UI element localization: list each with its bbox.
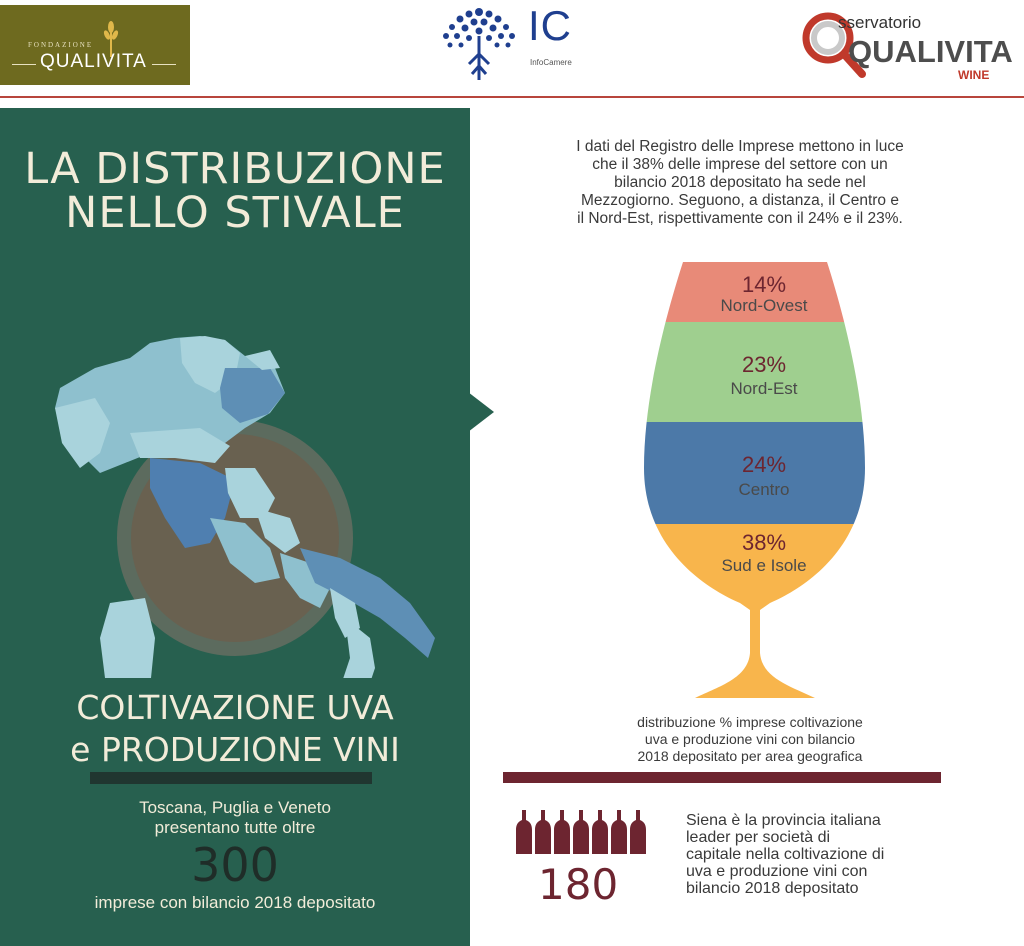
bottle-icon <box>554 810 570 854</box>
bottle-icon <box>516 810 532 854</box>
panel-big-number: 300 <box>191 838 279 892</box>
chart-pct-label: 14% <box>741 272 787 297</box>
osservatorio-qualivita-logo <box>800 8 1013 86</box>
panel-separator-bar <box>90 772 372 784</box>
infocamere-sub-text: InfoCamere <box>530 58 572 67</box>
panel-subtitle-line-1: COLTIVAZIONE UVA <box>76 688 394 727</box>
logo-qualivita-text: QUALIVITA <box>848 34 1013 69</box>
intro-line: I dati del Registro delle Imprese mettono in luce <box>576 138 904 155</box>
chart-pct-label: 23% <box>741 352 787 377</box>
intro-line: bilancio 2018 depositato ha sede nel <box>614 174 866 191</box>
intro-line: Mezzogiorno. Seguono, a distanza, il Centro e <box>581 192 899 209</box>
bottom-big-number: 180 <box>538 860 619 909</box>
infocamere-ic-text: IC <box>528 2 572 49</box>
panel-subtitle-line-2: e PRODUZIONE VINI <box>70 730 400 769</box>
panel-fact-line-1: Toscana, Puglia e Veneto <box>139 798 331 817</box>
panel-title-line-1: LA DISTRIBUZIONE <box>24 144 446 194</box>
chart-area-label: Nord-Est <box>730 379 798 398</box>
region-sardegna <box>100 598 155 678</box>
chart-area-label: Nord-Ovest <box>720 296 808 315</box>
panel-arrow <box>468 392 494 432</box>
tree-icon <box>436 2 522 86</box>
chart-area-label: Sud e Isole <box>721 556 807 575</box>
chart-area-label: Centro <box>738 480 790 499</box>
bottle-icon <box>630 810 646 854</box>
siena-text-line: leader per società di <box>686 829 831 846</box>
logo-divider <box>152 64 176 65</box>
logo-divider <box>12 64 36 65</box>
bottle-icon <box>535 810 551 854</box>
infocamere-logo <box>436 2 586 86</box>
fondazione-qualivita-logo <box>0 5 190 85</box>
chart-caption-line: 2018 depositato per area geografica <box>637 748 863 764</box>
italy-map <box>0 218 470 678</box>
bottle-icon <box>592 810 608 854</box>
chart-caption-line: uva e produzione vini con bilancio <box>644 731 856 747</box>
section-divider <box>503 772 941 783</box>
bottle-icon <box>611 810 627 854</box>
chart-pct-label: 38% <box>741 530 787 555</box>
chart-caption-line: distribuzione % imprese coltivazione <box>637 714 863 730</box>
logo-big-text: QUALIVITA <box>40 51 147 72</box>
logo-small-text: FONDAZIONE <box>28 41 94 49</box>
bottles-icon <box>516 808 656 858</box>
intro-line: il Nord-Est, rispettivamente con il 24% e il 23%. <box>577 210 903 227</box>
siena-text-line: Siena è la provincia italiana <box>686 812 881 829</box>
bottle-icon <box>573 810 589 854</box>
chart-pct-label: 24% <box>741 452 787 477</box>
logo-wine-text: WINE <box>958 68 990 82</box>
siena-text-line: uva e produzione vini con <box>686 863 868 880</box>
siena-text-line: bilancio 2018 depositato <box>686 880 859 897</box>
panel-title-line-2: NELLO STIVALE <box>65 188 405 238</box>
panel-fact-line-2: presentano tutte oltre <box>154 818 316 837</box>
intro-line: che il 38% delle imprese del settore con un <box>592 156 888 173</box>
header-divider <box>0 96 1024 98</box>
distribution-panel <box>0 108 470 946</box>
panel-fact-line-3: imprese con bilancio 2018 depositato <box>94 893 376 912</box>
siena-text-line: capitale nella coltivazione di <box>686 846 885 863</box>
logo-osservatorio-text: sservatorio <box>838 13 922 32</box>
